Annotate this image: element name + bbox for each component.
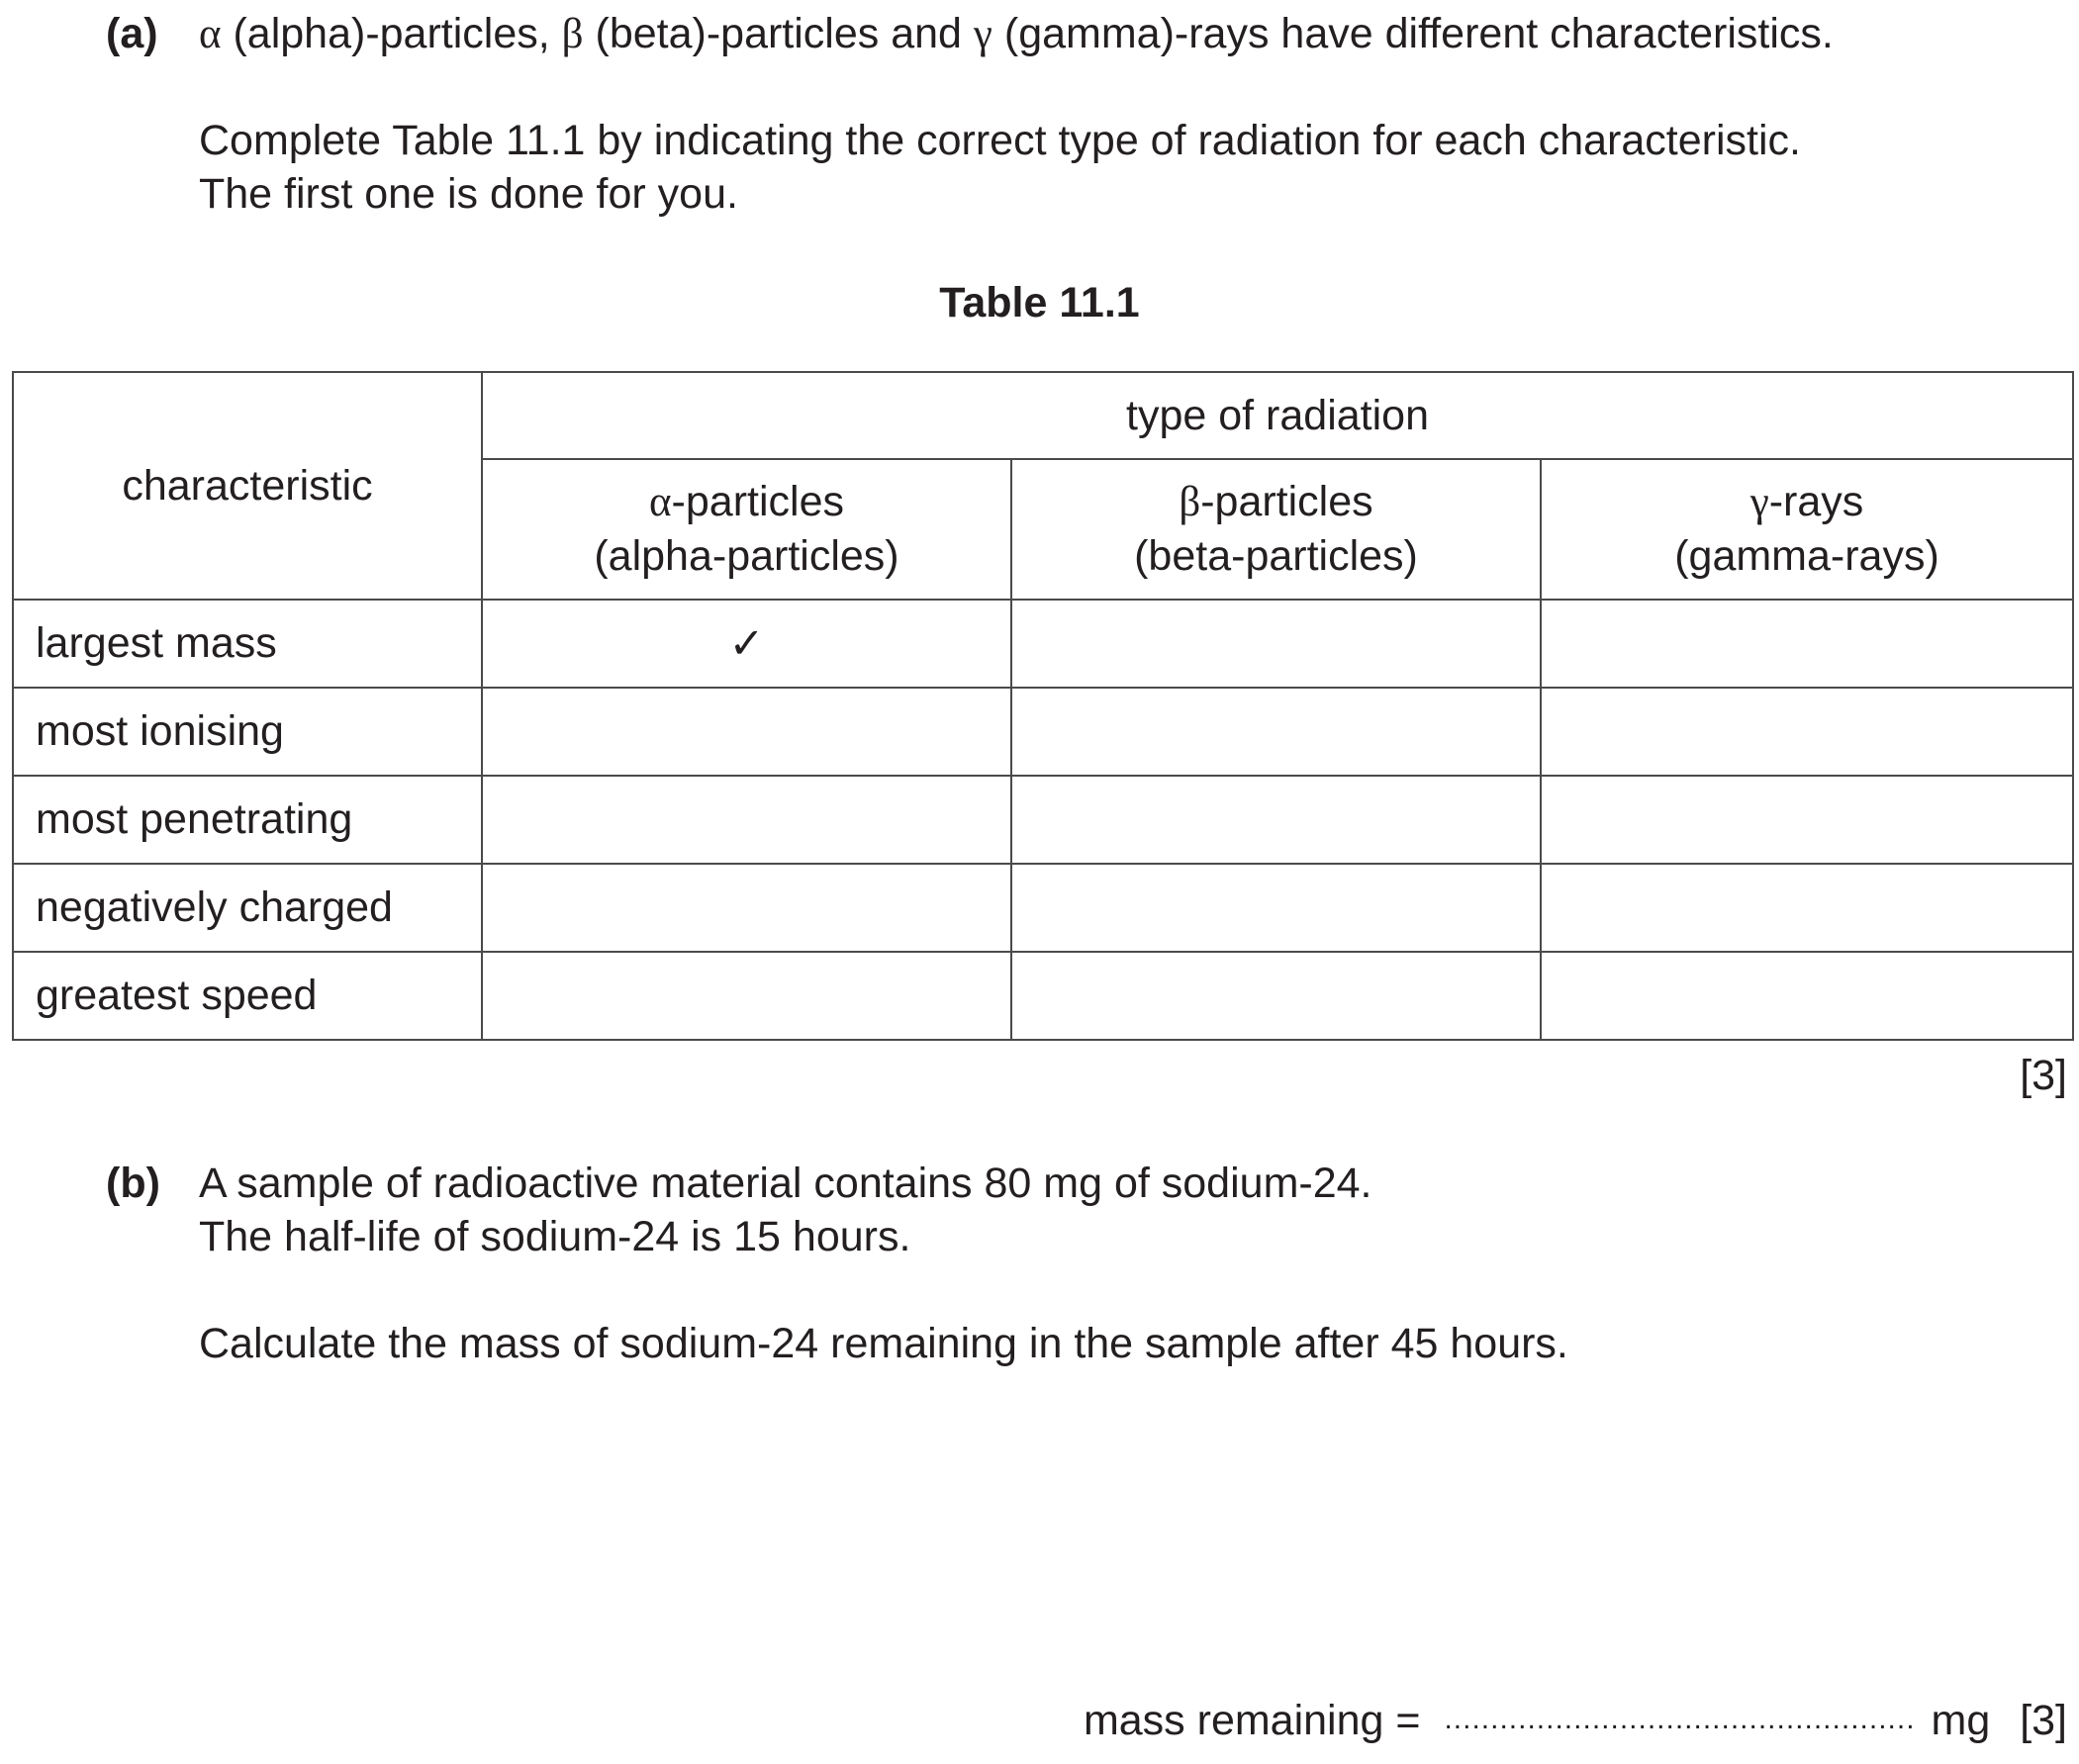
column-name: -particles bbox=[1200, 478, 1373, 525]
part-b-question: Calculate the mass of sodium-24 remaining in the sample after 45 hours. bbox=[199, 1320, 1568, 1367]
instruction-line-2: The first one is done for you. bbox=[199, 170, 738, 218]
answer-cell-gamma[interactable] bbox=[1541, 776, 2073, 864]
column-header-alpha bbox=[482, 459, 1011, 600]
characteristic-cell: most penetrating bbox=[13, 776, 482, 864]
answer-cell-gamma[interactable] bbox=[1541, 952, 2073, 1040]
answer-cell-gamma[interactable] bbox=[1541, 600, 2073, 688]
type-of-radiation-header: type of radiation bbox=[482, 372, 2073, 459]
answer-dotted-field[interactable]: ................................................... bbox=[1444, 1703, 1916, 1735]
part-b-line-1: A sample of radioactive material contains 80 mg of sodium-24. bbox=[199, 1160, 1372, 1207]
answer-unit: mg bbox=[1931, 1697, 1991, 1744]
beta-symbol: β bbox=[1179, 479, 1201, 525]
table-row bbox=[13, 600, 2073, 688]
characteristic-cell: greatest speed bbox=[13, 952, 482, 1040]
gamma-symbol: γ bbox=[973, 11, 992, 57]
characteristic-cell: most ionising bbox=[13, 688, 482, 776]
beta-symbol: β bbox=[561, 11, 584, 57]
intro-alpha-text: (alpha)-particles, bbox=[221, 10, 562, 57]
table-row bbox=[13, 952, 2073, 1040]
alpha-symbol: α bbox=[199, 11, 222, 57]
gamma-symbol: γ bbox=[1749, 479, 1769, 525]
table-row bbox=[13, 688, 2073, 776]
characteristic-header: characteristic bbox=[13, 372, 482, 600]
answer-cell-beta[interactable] bbox=[1011, 776, 1541, 864]
characteristic-cell: negatively charged bbox=[13, 864, 482, 952]
part-b-label: (b) bbox=[106, 1160, 160, 1207]
answer-cell-gamma[interactable] bbox=[1541, 864, 2073, 952]
answer-line bbox=[1084, 1697, 2067, 1745]
table-row bbox=[13, 864, 2073, 952]
column-full-name: (beta-particles) bbox=[1134, 532, 1418, 580]
part-a-intro bbox=[199, 10, 1834, 58]
answer-cell-beta[interactable] bbox=[1011, 688, 1541, 776]
answer-cell-alpha[interactable] bbox=[482, 952, 1011, 1040]
answer-cell-alpha[interactable] bbox=[482, 688, 1011, 776]
part-b-line-2: The half-life of sodium-24 is 15 hours. bbox=[199, 1213, 911, 1260]
answer-cell-beta[interactable] bbox=[1011, 864, 1541, 952]
column-header-gamma bbox=[1541, 459, 2073, 600]
answer-cell-beta[interactable] bbox=[1011, 600, 1541, 688]
part-a-marks: [3] bbox=[2020, 1052, 2067, 1099]
answer-cell-gamma[interactable] bbox=[1541, 688, 2073, 776]
answer-cell-alpha[interactable]: ✓ bbox=[482, 600, 1011, 688]
radiation-table bbox=[12, 371, 2074, 1041]
part-b-marks: [3] bbox=[2020, 1697, 2067, 1744]
table-row bbox=[13, 776, 2073, 864]
column-full-name: (gamma-rays) bbox=[1674, 532, 1939, 580]
alpha-symbol: α bbox=[649, 479, 672, 525]
part-a-label: (a) bbox=[106, 10, 158, 57]
intro-beta-text: (beta)-particles and bbox=[583, 10, 974, 57]
intro-gamma-text: (gamma)-rays have different characteristics. bbox=[992, 10, 1834, 57]
characteristic-cell: largest mass bbox=[13, 600, 482, 688]
column-name: -rays bbox=[1768, 478, 1864, 525]
table-title: Table 11.1 bbox=[939, 279, 1140, 326]
column-name: -particles bbox=[671, 478, 844, 525]
answer-label: mass remaining = bbox=[1083, 1697, 1421, 1744]
column-header-beta bbox=[1011, 459, 1541, 600]
answer-cell-alpha[interactable] bbox=[482, 776, 1011, 864]
answer-cell-alpha[interactable] bbox=[482, 864, 1011, 952]
instruction-line-1: Complete Table 11.1 by indicating the correct type of radiation for each characteristic. bbox=[199, 117, 1801, 164]
column-full-name: (alpha-particles) bbox=[594, 532, 899, 580]
answer-cell-beta[interactable] bbox=[1011, 952, 1541, 1040]
